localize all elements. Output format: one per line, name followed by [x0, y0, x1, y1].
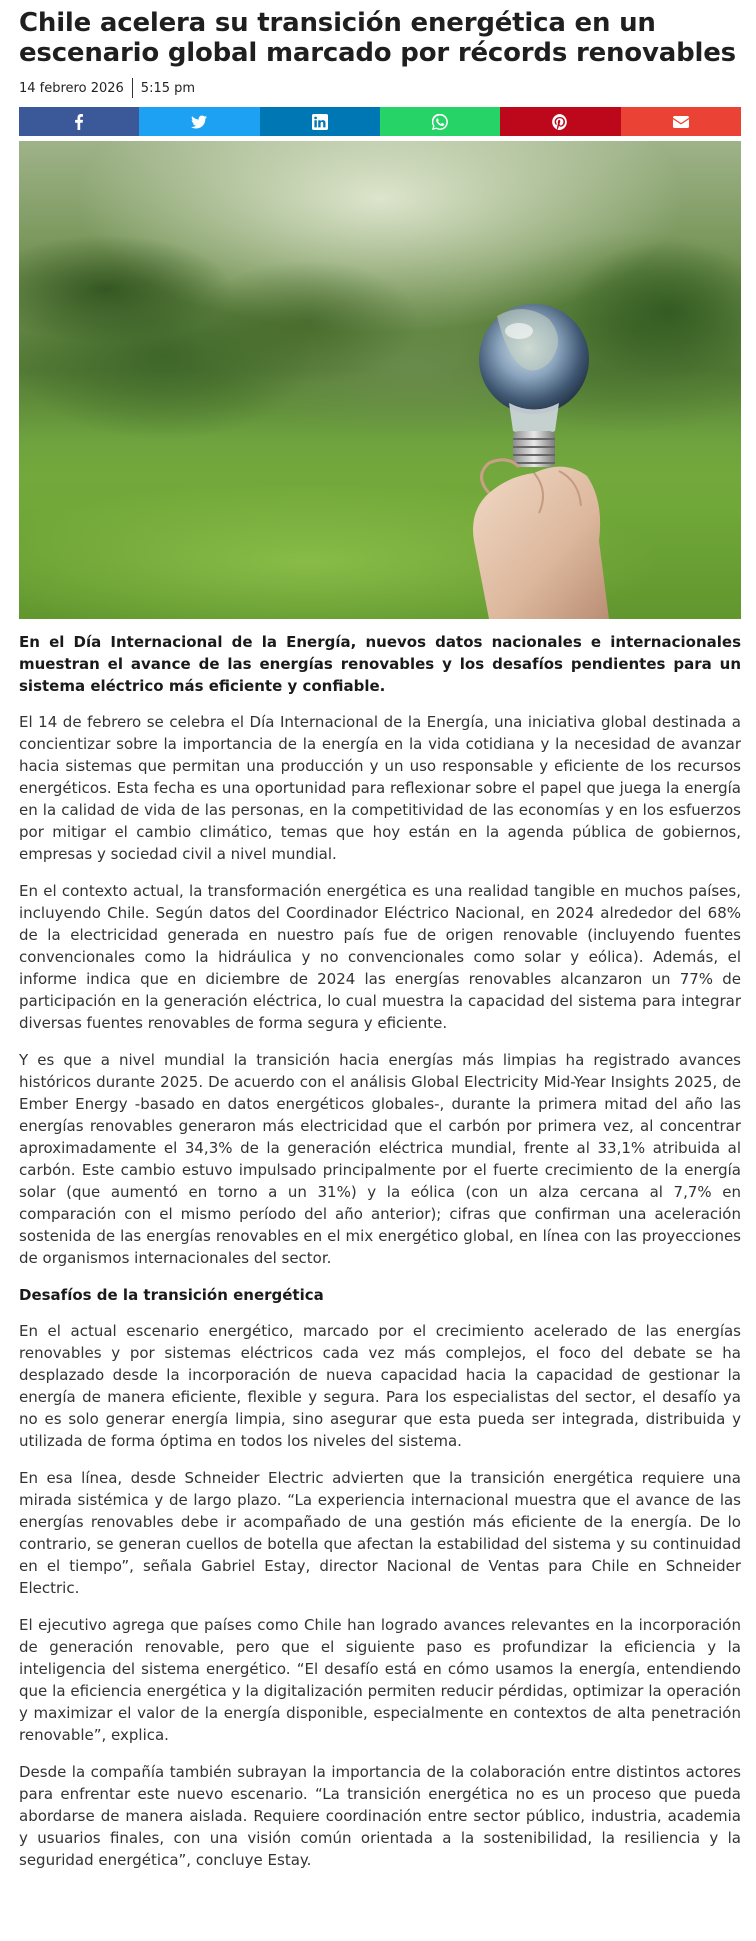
article-lead: En el Día Internacional de la Energía, nuevos datos nacionales e internacionales muestran el avance de las energías renovables y los desafíos pendientes para un sistema eléctrico más eficiente y confiable.: [19, 633, 741, 695]
article-paragraph-3: Y es que a nivel mundial la transición hacia energías más limpias ha registrado avances históricos durante 2025. De acuerdo con el análisis Global Electricity Mid-Year Insights 2025, de Ember Energy -basado en datos energéticos globales-, durante la primera mitad del año las energías renovables generaron más electricidad que el carbón por primera vez, al concentrar aproximadamente el 34,3% de la generación eléctrica mundial, frente al 33,1% atribuida al carbón. Este cambio estuvo impulsado principalmente por el fuerte crecimiento de la energía solar (que aumentó en torno a un 31%) y la eólica (con un alza cercana al 7,7% en comparación con el mismo período del año anterior); cifras que confirman una aceleración sostenida de las energías renovables en el mix energético global, en línea con las proyecciones de organismos internacionales del sector.: [19, 1051, 741, 1267]
article: [19, 8, 741, 1871]
whatsapp-icon: [432, 114, 448, 130]
meta-divider: [132, 78, 133, 98]
lightbulb-earth-photo: [19, 141, 741, 619]
article-paragraph-6: El ejecutivo agrega que países como Chile han logrado avances relevantes en la incorporación de generación renovable, pero que el siguiente paso es profundizar la eficiencia y la inteligencia del sistema energético. “El desafío está en cómo usamos la energía, entendiendo que la eficiencia energética y la digitalización permiten reducir pérdidas, optimizar la operación y maximizar el valor de la energía disponible, especialmente en contextos de alta penetración renovable”, explica.: [19, 1616, 741, 1744]
article-paragraph-1: El 14 de febrero se celebra el Día Internacional de la Energía, una iniciativa global destinada a concientizar sobre la importancia de la energía en la vida cotidiana y la necesidad de avanzar hacia sistemas que permitan una producción y un uso responsable y eficiente de los recursos energéticos. Esta fecha es una oportunidad para reflexionar sobre el papel que juega la energía en la calidad de vida de las personas, en la competitividad de las economías y en los esfuerzos por mitigar el cambio climático, temas que hoy están en la agenda pública de gobiernos, empresas y sociedad civil a nivel mundial.: [19, 713, 741, 863]
pinterest-icon: [552, 114, 568, 130]
article-paragraph-2: En el contexto actual, la transformación energética es una realidad tangible en muchos países, incluyendo Chile. Según datos del Coordinador Eléctrico Nacional, en 2024 alrededor del 68% de la electricidad generada en nuestro país fue de origen renovable (incluyendo fuentes convencionales como la hidráulica y no convencionales como solar y eólica). Además, el informe indica que en diciembre de 2024 las energías renovables alcanzaron un 77% de participación en la generación eléctrica, lo cual muestra la capacidad del sistema para integrar diversas fuentes renovables de forma segura y eficiente.: [19, 882, 741, 1032]
share-facebook-button[interactable]: [19, 107, 139, 136]
article-paragraph-7: Desde la compañía también subrayan la importancia de la colaboración entre distintos actores para enfrentar este nuevo escenario. “La transición energética no es un proceso que pueda abordarse de manera aislada. Requiere coordinación entre sector público, industria, academia y usuarios finales, con una visión común orientada a la sostenibilidad, la resiliencia y la seguridad energética”, concluye Estay.: [19, 1763, 741, 1869]
facebook-icon: [71, 114, 87, 130]
share-email-button[interactable]: [621, 107, 741, 136]
share-twitter-button[interactable]: [139, 107, 259, 136]
share-bar: [19, 107, 741, 136]
linkedin-icon: [312, 114, 328, 130]
article-title: Chile acelera su transición energética en un escenario global marcado por récords renovables: [19, 8, 736, 68]
share-linkedin-button[interactable]: [260, 107, 380, 136]
twitter-icon: [191, 114, 207, 130]
article-date: 14 febrero 2026: [19, 80, 124, 96]
article-paragraph-4: En el actual escenario energético, marcado por el crecimiento acelerado de las energías renovables y por sistemas eléctricos cada vez más complejos, el foco del debate se ha desplazado desde la incorporación de nueva capacidad hacia la capacidad de gestionar la energía de manera eficiente, flexible y segura. Para los especialistas del sector, el desafío ya no es solo generar energía limpia, sino asegurar que esta pueda ser integrada, distribuida y utilizada de forma óptima en todos los niveles del sistema.: [19, 1322, 741, 1450]
envelope-icon: [673, 114, 689, 130]
article-paragraph-5: En esa línea, desde Schneider Electric advierten que la transición energética requiere una mirada sistémica y de largo plazo. “La experiencia internacional muestra que el avance de las energías renovables debe ir acompañado de una gestión más eficiente de la energía. De lo contrario, se generan cuellos de botella que afectan la estabilidad del sistema y su continuidad en el tiempo”, señala Gabriel Estay, director Nacional de Ventas para Chile en Schneider Electric.: [19, 1469, 741, 1597]
hero-image: [19, 141, 741, 619]
section-heading: Desafíos de la transición energética: [19, 1286, 324, 1304]
article-meta: [19, 78, 741, 98]
share-whatsapp-button[interactable]: [380, 107, 500, 136]
share-pinterest-button[interactable]: [500, 107, 620, 136]
article-time: 5:15 pm: [140, 80, 196, 96]
